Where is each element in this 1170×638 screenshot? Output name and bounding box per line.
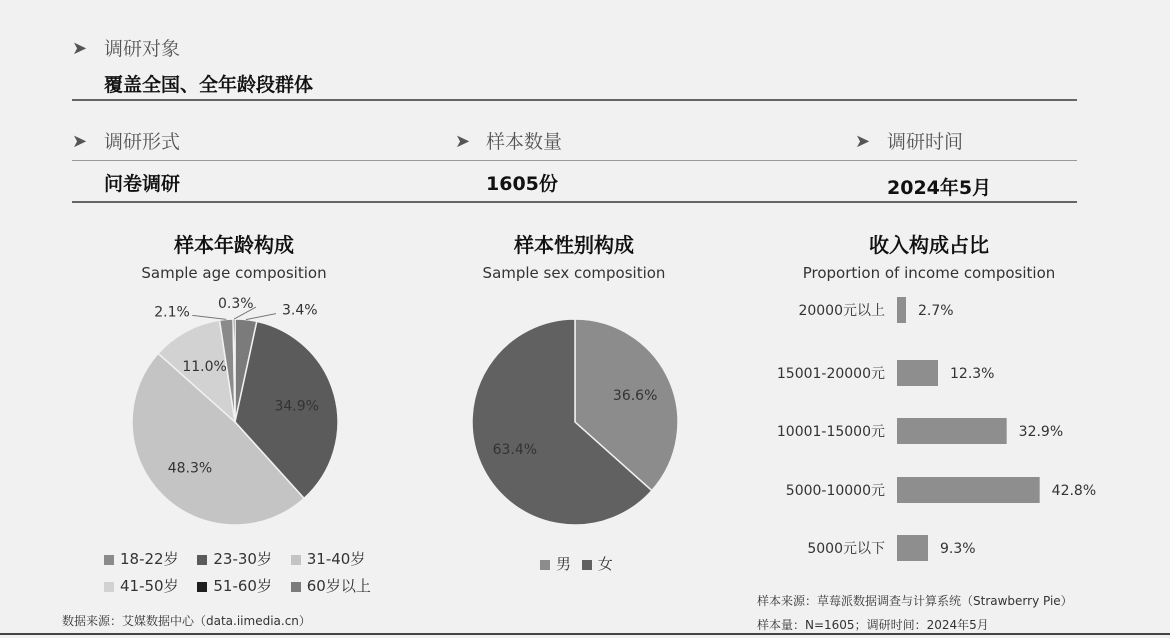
legend-swatch [540,560,550,570]
pie-value-label: 0.3% [218,296,254,313]
legend-item [582,555,613,573]
form-value: 问卷调研 [104,173,181,195]
divider [72,201,1077,203]
legend-swatch [197,582,207,592]
bullet-arrow-icon: ➤ [855,131,871,152]
target-value: 覆盖全国、全年龄段群体 [104,74,314,96]
age-pie-chart [0,280,400,545]
time-value: 2024年5月 [887,177,992,199]
legend-item [197,577,272,595]
legend-item [291,550,366,568]
pie-value-label: 48.3% [167,460,213,477]
legend-label: 31-40岁 [306,550,366,568]
bottom-border [0,633,1170,635]
income-chart-subtitle: Proportion of income composition [802,264,1056,282]
bar-value-label: 9.3% [940,541,976,557]
legend-swatch [582,560,592,570]
bar-value-label: 2.7% [918,303,954,319]
income-bar-chart [740,280,1160,580]
pie-value-label: 63.4% [492,441,538,458]
target-label: 调研对象 [104,38,181,60]
legend-item [291,577,371,595]
legend-label: 51-60岁 [213,577,272,595]
source-left: 数据来源：艾媒数据中心（data.iimedia.cn） [62,614,311,628]
legend-label: 41-50岁 [120,577,179,595]
income-chart-title: 收入构成占比 [869,233,989,257]
legend-label: 23-30岁 [213,550,272,568]
bullet-arrow-icon: ➤ [455,131,471,152]
legend-item [197,550,272,568]
source-right: 样本来源：草莓派数据调查与计算系统（Strawberry Pie） [757,594,1073,608]
legend-label: 18-22岁 [120,550,179,568]
legend-swatch [104,582,114,592]
sex-chart-subtitle: Sample sex composition [482,264,666,282]
count-label: 样本数量 [486,131,563,153]
age-chart-subtitle: Sample age composition [141,264,327,282]
legend-label: 女 [597,555,613,573]
legend-item [540,555,571,573]
category-label: 5000元以下 [807,541,885,557]
legend-swatch [104,555,114,565]
pie-value-label: 36.6% [612,388,658,405]
age-legend [104,548,404,596]
leader-line [246,314,276,320]
bar [897,297,906,323]
sample-right: 样本量：N=1605；调研时间：2024年5月 [757,618,989,632]
bullet-arrow-icon: ➤ [72,38,88,59]
pie-value-label: 2.1% [154,304,190,321]
divider [72,99,1077,101]
divider [72,160,1077,161]
bar [897,418,1007,444]
legend-swatch [291,582,301,592]
legend-swatch [291,555,301,565]
bar-value-label: 32.9% [1018,424,1064,440]
bar-value-label: 42.8% [1051,483,1097,499]
category-label: 20000元以上 [798,303,885,319]
category-label: 10001-15000元 [776,424,885,440]
time-label: 调研时间 [887,131,964,153]
sex-legend [540,553,627,574]
age-chart-title: 样本年龄构成 [174,233,294,257]
form-label: 调研形式 [104,131,181,153]
count-value: 1605份 [486,173,558,195]
bar [897,535,928,561]
legend-item [104,550,179,568]
bar [897,360,938,386]
legend-label: 60岁以上 [306,577,371,595]
leader-line [192,315,226,319]
category-label: 15001-20000元 [776,366,885,382]
legend-item [104,577,179,595]
sex-pie-chart [440,280,720,545]
sex-chart-title: 样本性别构成 [514,233,634,257]
pie-value-label: 3.4% [281,302,318,319]
bar-value-label: 12.3% [950,366,995,382]
category-label: 5000-10000元 [785,483,885,499]
bar [897,477,1040,503]
legend-label: 男 [556,555,572,573]
legend-swatch [197,555,207,565]
bullet-arrow-icon: ➤ [72,131,88,152]
pie-value-label: 34.9% [274,398,319,415]
pie-value-label: 11.0% [182,358,227,375]
